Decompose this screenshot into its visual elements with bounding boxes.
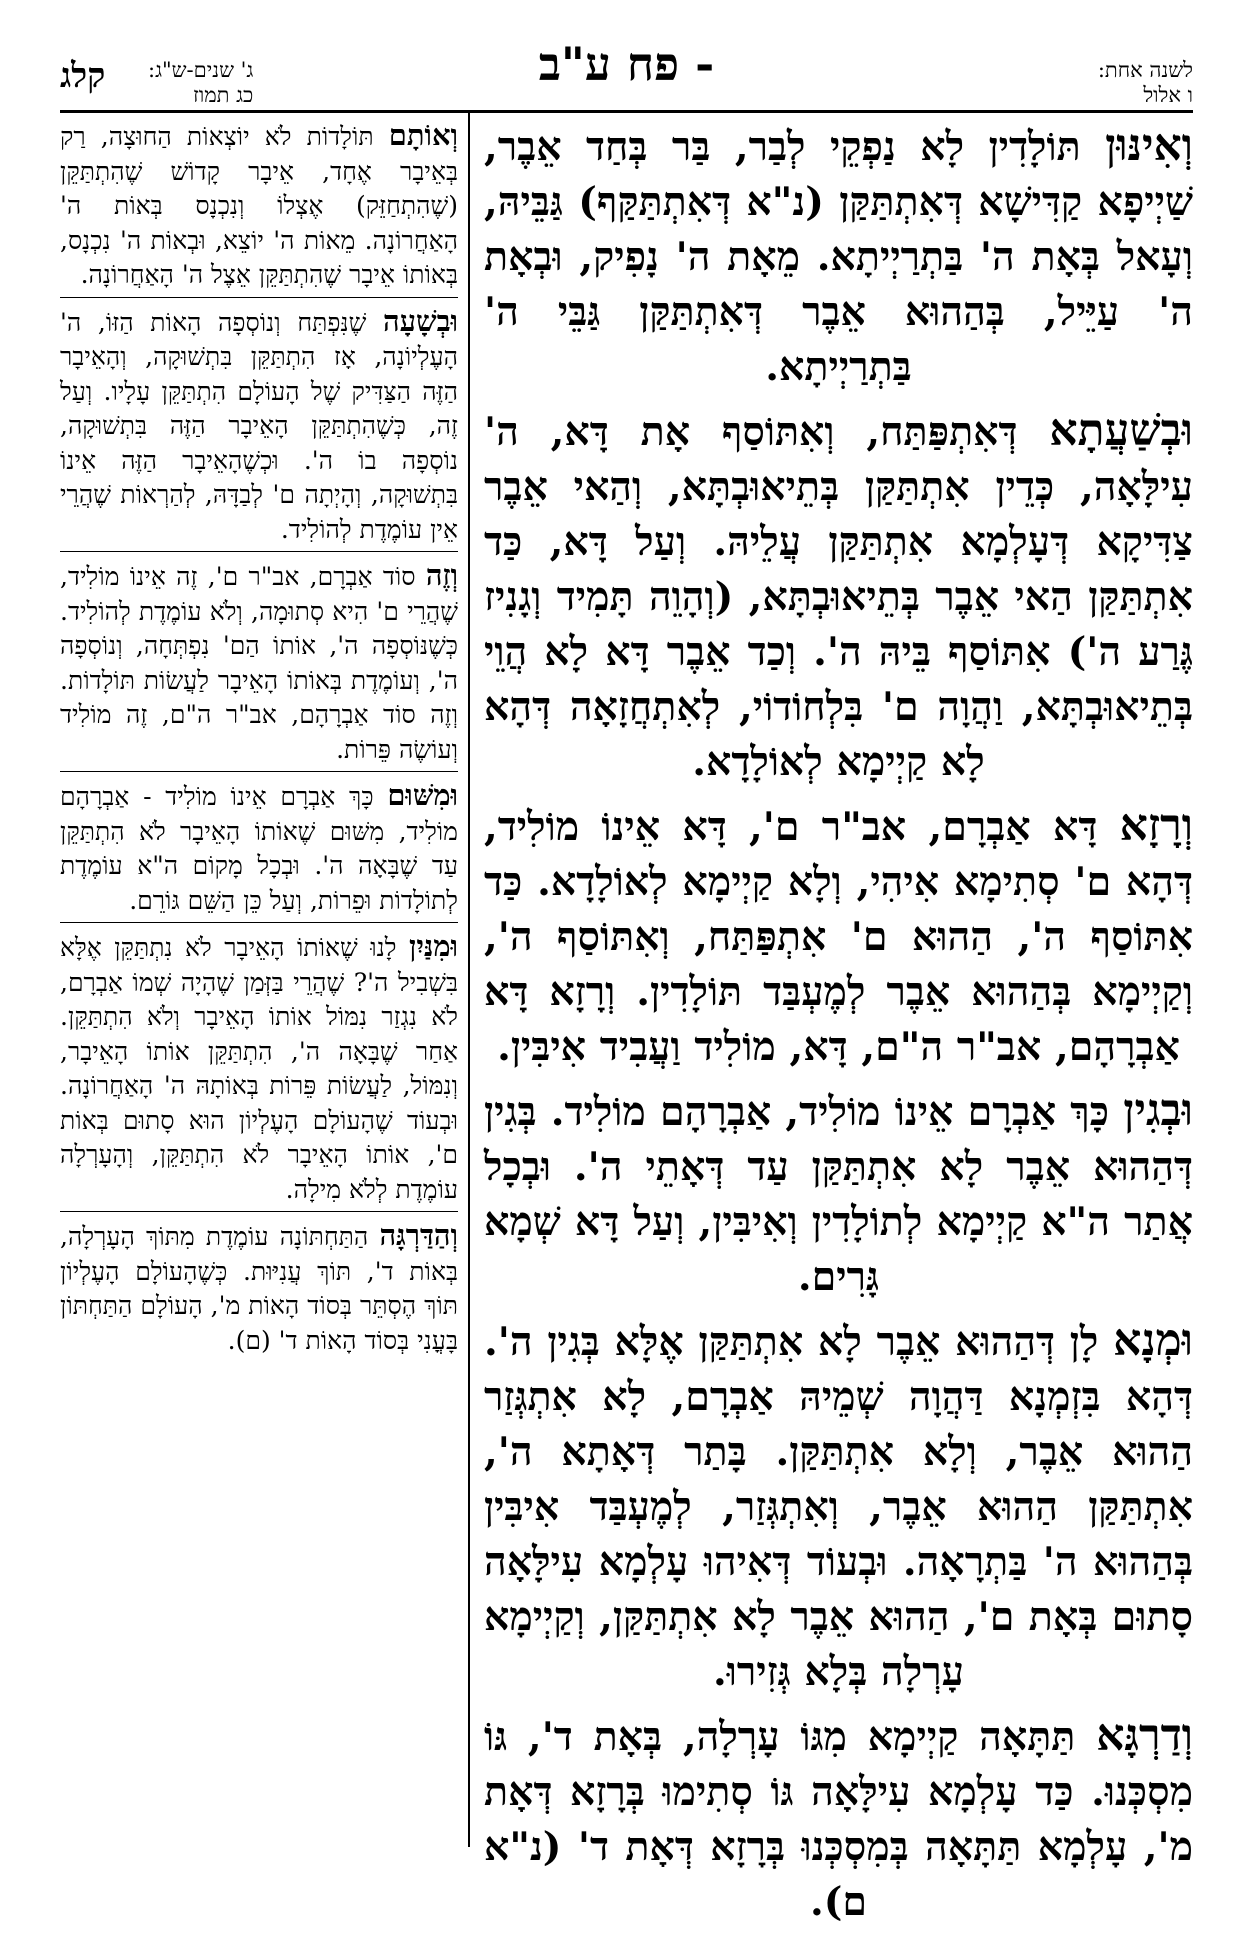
paragraph-text: לָנוּ שֶׁאוֹתוֹ הָאֵיבָר לֹא נִתְתַּקֵּן אֶלָּא בִּשְׁבִיל ה'? שֶׁהֲרֵי בַּזְּמַן שֶׁהָיָה שְׁמוֹ אַבְרָם, לֹא נִגְזַר נִמּוֹל אוֹתוֹ הָאֵיבָר וְלֹא הִתְתַּקֵּן. אַחַר שֶׁבָּאָה ה', הִתְתַּקֵּן אוֹתוֹ הָאֵיבָר, וְנִמּוֹל, לַעֲשׂוֹת פֵּרוֹת בְּאוֹתָהּ ה' הָאַחֲרוֹנָה. וּבְעוֹד שֶׁהָעוֹלָם הָעֶלְיוֹן הוּא סָתוּם בְּאוֹת ם', אוֹתוֹ הָאֵיבָר לֹא הִתְתַּקֵּן, וְהָעָרְלָה עוֹמֶדֶת לְלֹא מִילָה. (60, 933, 458, 1204)
main-paragraph (484, 403, 1193, 790)
translation-paragraph (60, 304, 458, 553)
paragraph-lead-word: וּמִשּׁוּם (387, 778, 458, 812)
paragraph-text: דָּא אַבְרָם, אב"ר ם', דָּא אֵינוֹ מוֹלִיד, דְּהָא ם' סְתִימָא אִיהִי, וְלָא קַיְימָא לְאוֹלָדָא. כַּד אִתּוֹסַף ה', הַהוּא ם' אִתְפַּתַּח, וְאִתּוֹסַף ה', וְקַיְימָא בְּהַהוּא אֵבֶר לְמֶעְבַּד תּוֹלָדִין. וְרָזָא דָּא אַבְרָהָם, אב"ר ה"ם, דָּא, מוֹלִיד וַעֲבִיד אִיבִּין. (484, 804, 1193, 1070)
main-paragraph (484, 118, 1193, 395)
paragraph-text: הַתַּחְתּוֹנָה עוֹמֶדֶת מִתּוֹךְ הָעָרְלָה, בְּאוֹת ד', תּוֹךְ עֲנִיּוּת. כְּשֶׁהָעוֹלָם הָעֶלְיוֹן תּוֹךְ הֶסְתֵּר בְּסוֹד הָאוֹת מ', הָעוֹלָם הַתַּחְתּוֹן בָּעֳנִי בְּסוֹד הָאוֹת ד' (ם). (60, 1222, 458, 1355)
paragraph-lead-word: וְהַדַּרְגָּה (379, 1218, 458, 1252)
paragraph-lead-word: וּבְשַׁעֲתָא (1049, 405, 1193, 456)
main-paragraph (484, 798, 1193, 1075)
translation-paragraph (60, 118, 458, 298)
paragraph-lead-word: וּמִנַּיִן (408, 929, 458, 963)
header-date-left: כג תמוז (192, 83, 254, 107)
paragraph-lead-word: וְאוֹתָם (388, 118, 458, 152)
translation-paragraph (60, 558, 458, 772)
translation-paragraph (60, 778, 458, 923)
translation-paragraph (60, 929, 458, 1212)
paragraph-text: תַּתָּאָה קַיְימָא מִגּוֹ עָרְלָה, בְּאָת ד', גּוֹ מִסְכְּנוּ. כַּד עָלְמָא עִילָּאָה גּוֹ סְתִימוּ בְּרָזָא דְּאָת מ', עָלְמָא תַּתָּאָה בְּמִסְכְּנוּ בְּרָזָא דְּאָת ד' (נ"א ם). (484, 1714, 1193, 1925)
paragraph-text: דְּאִתְפַּתַּח, וְאִתּוֹסַף אָת דָּא, ה' עִילָּאָה, כְּדֵין אִתְתַּקַּן בְּתֵיאוּבְתָּא, וְהַאי אֵבֶר צַדִּיקָא דְּעָלְמָא אִתְתַּקַּן עֲלֵיהּ. וְעַל דָּא, כַּד אִתְתַּקַּן הַאי אֵבֶר בְּתֵיאוּבְתָּא, (וְהָוֵה תָּמִיד וְגָנִיז גֶּרַע ה') אִתּוֹסַף בֵּיהּ ה'. וְכַד אֵבֶר דָּא לָא הֲוֵי בְּתֵיאוּבְתָּא, וַהֲוָה ם' בִּלְחוֹדוֹי, לְאִתְחֲזָאָה דְּהָא לָא קַיְימָא לְאוֹלָדָא. (484, 409, 1193, 785)
page-title: - פח ע"ב (538, 37, 715, 91)
main-paragraph (484, 1708, 1193, 1930)
main-text-column (484, 118, 1193, 1938)
paragraph-lead-word: וּמְנָא (1113, 1315, 1193, 1366)
paragraph-text: לָן דְּהַהוּא אֵבֶר לָא אִתְתַּקַּן אֶלָּא בְּגִין ה'. דְּהָא בִּזְמְנָא דַּהֲוָה שְׁמֵיהּ אַבְרָם, לָא אִתְגְּזַר הַהוּא אֵבֶר, וְלָא אִתְתַּקַּן. בָּתַר דְּאָתָא ה', אִתְתַּקַּן הַהוּא אֵבֶר, וְאִתְגְּזַר, לְמֶעְבַּד אִיבִּין בְּהַהוּא ה' בַּתְרָאָה. וּבְעוֹד דְּאִיהוּ עָלְמָא עִילָּאָה סָתוּם בְּאָת ם', הַהוּא אֵבֶר לָא אִתְתַּקַּן, וְקַיְימָא עָרְלָה בְּלָא גְּזִירוּ. (484, 1319, 1193, 1695)
paragraph-lead-word: וּבְגִין (1123, 1085, 1193, 1136)
paragraph-text: כָּךְ אַבְרָם אֵינוֹ מוֹלִיד - אַבְרָהָם מוֹלִיד, מִשּׁוּם שֶׁאוֹתוֹ הָאֵיבָר לֹא הִתְתַּקֵּן עַד שֶׁבָּאָה ה'. וּבְכָל מָקוֹם ה"א עוֹמֶדֶת לְתוֹלָדוֹת וּפֵרוֹת, וְעַל כֵּן הַשֵּׁם גּוֹרֵם. (60, 782, 458, 915)
paragraph-lead-word: וְרָזָא (1119, 800, 1193, 851)
main-paragraph (484, 1083, 1193, 1305)
paragraph-lead-word: וְזֶה (425, 558, 458, 592)
paragraph-lead-word: וְדַרְגָּא (1096, 1710, 1193, 1761)
paragraph-lead-word: וּבְשָׁעָה (382, 303, 458, 338)
paragraph-text: כָּךְ אַבְרָם אֵינוֹ מוֹלִיד, אַבְרָהָם מוֹלִיד. בְּגִין דְּהַהוּא אֵבֶר לָא אִתְתַּקַּן עַד דְּאָתֵי ה'. וּבְכָל אֲתַר ה"א קַיְימָא לְתוֹלָדִין וְאִיבִּין, וְעַל דָּא שְׁמָא גָּרִים. (484, 1089, 1193, 1300)
main-paragraph (484, 1313, 1193, 1700)
header-year-label: לשנה אחת: (1097, 58, 1193, 82)
paragraph-text: שֶׁנִּפְתַּח וְנוֹסְפָה הָאוֹת הַזּוֹ, ה' הָעֶלְיוֹנָה, אָז הִתְתַּקֵּן בִּתְשׁוּקָה, וְהָאֵיבָר הַזֶּה הַצַּדִּיק שֶׁל הָעוֹלָם הִתְתַּקֵּן עָלָיו. וְעַל זֶה, כְּשֶׁהִתְתַּקֵּן הָאֵיבָר הַזֶּה בִּתְשׁוּקָה, נוֹסְפָה בוֹ ה'. וּכְשֶׁהָאֵיבָר הַזֶּה אֵינוֹ בִּתְשׁוּקָה, וְהָיְתָה ם' לְבַדָּהּ, לְהַרְאוֹת שֶׁהֲרֵי אֵין עוֹמֶדֶת לְהוֹלִיד. (60, 307, 458, 544)
paragraph-lead-word: וְאִינּוּן (1105, 120, 1193, 171)
paragraph-text: תּוֹלָדוֹת לֹא יוֹצְאוֹת הַחוּצָה, רַק בְּאֵיבָר אֶחָד, אֵיבָר קָדוֹשׁ שֶׁהִתְתַּקֵּן (שֶׁהִתְחַזֵּק) אֶצְלוֹ וְנִכְנָס בְּאוֹת ה' הָאַחֲרוֹנָה. מֵאוֹת ה' יוֹצֵא, וּבְאוֹת ה' נִכְנָס, בְּאוֹתוֹ אֵיבָר שֶׁהִתְתַּקֵּן אֵצֶל ה' הָאַחֲרוֹנָה. (60, 122, 458, 289)
header-left-info (148, 58, 253, 108)
page-number: קלג (60, 56, 106, 96)
header-divider (60, 110, 1193, 113)
paragraph-text: תּוֹלָדִין לָא נַפְקֵי לְבַר, בַּר בְּחַד אֵבֶר, שַׁיְיפָא קַדִּישָׁא דְּאִתְתַּקַּן (נ"א דְּאִתְתַּקַּף) גַּבֵּיהּ, וְעָאל בְּאָת ה' בַּתְרַיְיתָא. מֵאָת ה' נָפִיק, וּבְאָת ה' עַיֵּיל, בְּהַהוּא אֵבֶר דְּאִתְתַּקַּן גַּבֵּי ה' בַּתְרַיְיתָא. (484, 124, 1193, 390)
translation-paragraph (60, 1218, 458, 1362)
translation-column (60, 118, 458, 1368)
header-date-right: ו אלול (1143, 83, 1193, 107)
paragraph-text: סוֹד אַבְרָם, אב"ר ם', זֶה אֵינוֹ מוֹלִיד, שֶׁהֲרֵי ם' הִיא סְתוּמָה, וְלֹא עוֹמֶדֶת לְהוֹלִיד. כְּשֶׁנּוֹסְפָה ה', אוֹתוֹ הַם' נִפְתְּחָה, וְנוֹסְפָה ה', וְעוֹמֶדֶת בְּאוֹתוֹ הָאֵיבָר לַעֲשׂוֹת תּוֹלָדוֹת. וְזֶה סוֹד אַבְרָהָם, אב"ר ה"ם, זֶה מוֹלִיד וְעוֹשֶׂה פֵּרוֹת. (60, 562, 458, 764)
column-divider (468, 112, 470, 1847)
header-years-label: ג' שנים-ש"ג: (148, 58, 254, 82)
